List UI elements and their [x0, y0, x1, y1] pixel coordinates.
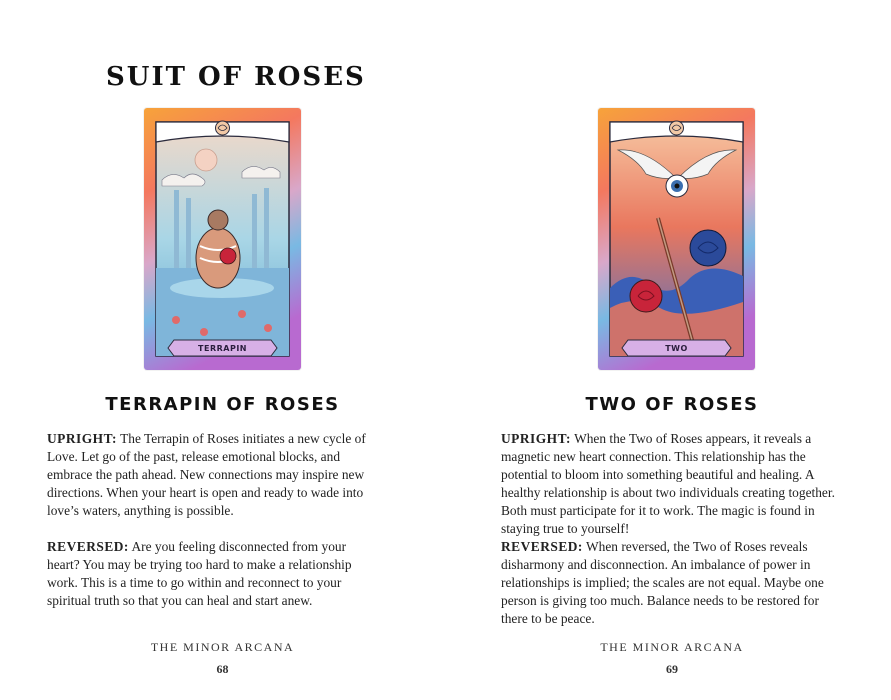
card-banner-label: TWO	[665, 344, 688, 353]
two-card-image	[598, 108, 755, 370]
page-number: 69	[666, 662, 678, 676]
upright-paragraph	[47, 430, 382, 520]
suit-title: SUIT OF ROSES	[106, 62, 366, 92]
card-heading: TERRAPIN OF ROSES	[105, 394, 340, 415]
running-footer: THE MINOR ARCANA	[600, 640, 744, 654]
rose-icon	[670, 121, 684, 135]
running-footer: THE MINOR ARCANA	[150, 640, 295, 654]
reversed-label: REVERSED:	[501, 539, 583, 554]
upright-text: The Terrapin of Roses initiates a new cycle of Love. Let go of the past, release emotional blocks, and embrace the path ahead. New connections may inspire new directions. When your heart is open and ready to wade into love’s waters, anything is possible.	[47, 431, 366, 518]
upright-label: UPRIGHT:	[47, 431, 117, 446]
rose-icon	[216, 121, 230, 135]
reversed-paragraph	[47, 538, 382, 610]
card-heading: TWO OF ROSES	[585, 394, 759, 415]
page-number: 68	[216, 662, 229, 676]
reversed-paragraph	[501, 538, 836, 628]
reversed-label: REVERSED:	[47, 539, 129, 554]
right-page	[446, 0, 891, 700]
upright-paragraph	[501, 430, 836, 538]
upright-label: UPRIGHT:	[501, 431, 571, 446]
upright-text: When the Two of Roses appears, it reveals a magnetic new heart connection. This relationship has the potential to bloom into something beautiful and healing. A healthy relationship is about two individuals creating together. Both must participate for it to work. The magic is found in staying true to yourself!	[501, 431, 835, 536]
card-banner-label: TERRAPIN	[198, 344, 247, 353]
reversed-text: Are you feeling disconnected from your heart? You may be trying too hard to make a relationship work. This is a time to go within and reconnect to your spiritual truth so that you can heal and start anew.	[47, 539, 352, 608]
reversed-text: When reversed, the Two of Roses reveals disharmony and disconnection. An imbalance of power in relationships is implied; the scales are not equal. Maybe one person is giving too much. Balance needs to be restored for there to be peace.	[501, 539, 824, 626]
terrapin-card-image	[144, 108, 301, 370]
left-page	[0, 0, 445, 700]
